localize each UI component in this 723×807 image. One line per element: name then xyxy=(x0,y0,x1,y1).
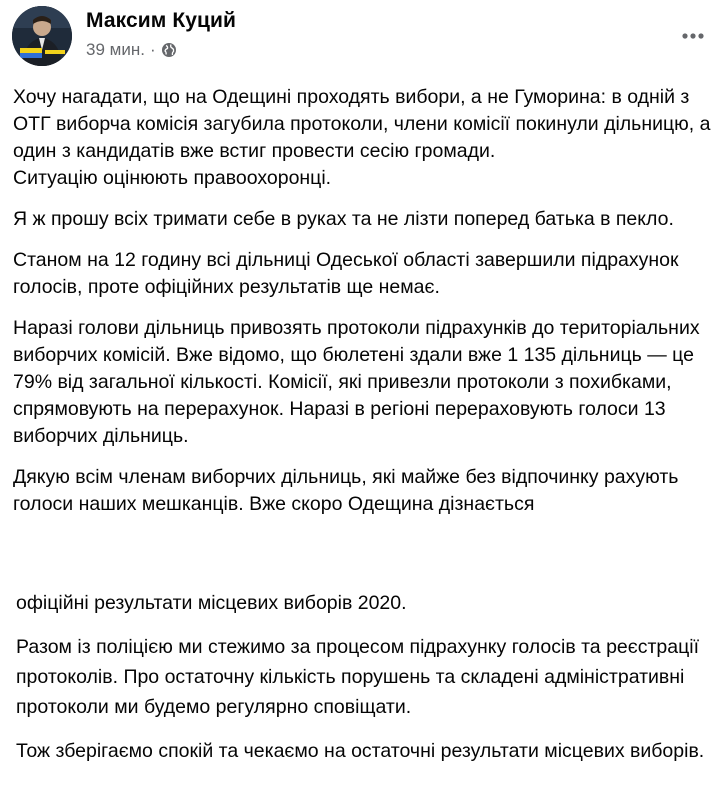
screenshot-seam xyxy=(0,580,723,588)
post-paragraph: Наразі голови дільниць привозять протоколи підрахунків до територіальних виборчих комісій. Вже відомо, що бюлетені здали вже 1 135 дільниць — це 79% від загальної кількості. Комісії, які привезли протоколи з похибками, спрямовують на перерахунок. Наразі в регіоні перераховують голоси 13 виборчих дільниць. xyxy=(13,317,700,447)
post-paragraph: Разом із поліцією ми стежимо за процесом підрахунку голосів та реєстрації протоколів. Про остаточну кількість порушень та складені адміністративні протоколи ми будемо регулярно сповіщати. xyxy=(16,636,699,718)
post-paragraph: Хочу нагадати, що на Одещині проходять вибори, а не Гуморина: в одній з ОТГ виборча комісія загубила протоколи, члени комісії покинули дільницю, а один з кандидатів вже встиг провести сесію громади. Ситуацію оцінюють правоохоронці. xyxy=(13,86,711,189)
post-paragraph: офіційні результати місцевих виборів 2020. xyxy=(16,592,407,614)
author-avatar[interactable] xyxy=(12,6,72,66)
post-paragraph: Станом на 12 годину всі дільниці Одеської області завершили підрахунок голосів, проте офіційних результатів ще немає. xyxy=(13,249,679,298)
post-text-upper xyxy=(13,84,719,580)
more-options-button[interactable] xyxy=(675,18,711,54)
post-meta xyxy=(86,40,177,60)
post-header xyxy=(0,0,723,74)
profile-photo-icon xyxy=(12,6,72,66)
post-paragraph: Я ж прошу всіх тримати себе в руках та не лізти поперед батька в пекло. xyxy=(13,208,674,230)
post-paragraph: Дякую всім членам виборчих дільниць, які майже без відпочинку рахують голоси наших мешканців. Вже скоро Одещина дізнається xyxy=(13,466,679,515)
post-paragraph: Тож зберігаємо спокій та чекаємо на остаточні результати місцевих виборів. xyxy=(16,740,705,762)
globe-icon[interactable] xyxy=(161,42,177,58)
author-name[interactable]: Максим Куций xyxy=(86,9,237,32)
more-horizontal-icon xyxy=(681,32,705,40)
post-text-lower xyxy=(16,588,718,807)
post-timestamp[interactable]: 39 мин. xyxy=(86,40,145,59)
meta-separator: · xyxy=(149,40,156,59)
